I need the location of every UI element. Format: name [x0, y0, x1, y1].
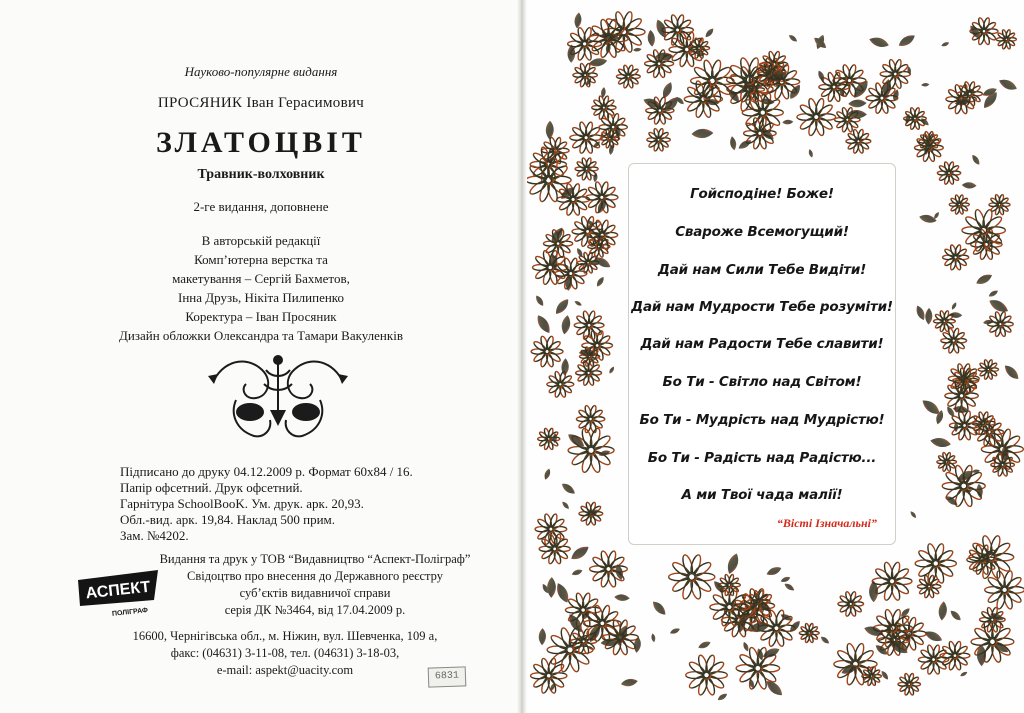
credits-line: Коректура – Іван Просяник: [185, 309, 337, 324]
birds-ornament-icon: [206, 350, 350, 442]
leaf-icon: [546, 121, 554, 140]
leaf-icon: [561, 500, 571, 510]
credits-line: В авторській редакції: [201, 233, 321, 248]
leaf-icon: [669, 627, 681, 635]
publisher-line: Свідоцтво про внесення до Державного реєстру: [186, 569, 444, 583]
leaf-icon: [962, 182, 977, 189]
leaf-icon: [988, 289, 999, 298]
daisy-flower-icon: [570, 121, 603, 154]
credits-line: макетування – Сергій Бахметов,: [172, 271, 350, 286]
daisy-flower-icon: [531, 336, 563, 368]
daisy-flower-icon: [533, 250, 568, 285]
leaf-icon: [538, 628, 546, 645]
leaf-icon: [959, 671, 968, 678]
leaf-icon: [691, 128, 713, 138]
prayer-line: Дай нам Сили Тебе Видіти!: [657, 262, 867, 278]
daisy-flower-icon: [937, 161, 960, 184]
leaf-icon: [614, 594, 630, 602]
leaf-icon: [697, 640, 712, 651]
leaf-icon: [574, 300, 583, 307]
prayer-line: Свароже Всемогущий!: [675, 224, 849, 240]
print-info-line: Гарнітура SchoolBooK. Ум. друк. арк. 20,93.: [120, 496, 364, 511]
publisher-line: Видання та друк у ТОВ “Видавництво “Аспект-Поліграф”: [159, 552, 471, 566]
leaf-icon: [997, 77, 1018, 93]
leaf-icon: [949, 312, 963, 318]
daisy-flower-icon: [645, 49, 674, 78]
daisy-flower-icon: [573, 63, 597, 88]
leaf-icon: [595, 276, 605, 288]
prayer-line: Бо Ти - Світло над Світом!: [662, 374, 862, 390]
daisy-flower-icon: [949, 194, 969, 214]
publisher-line: серія ДК №3464, від 17.04.2009 р.: [224, 603, 406, 617]
leaf-icon: [1002, 363, 1021, 382]
daisy-flower-icon: [616, 65, 640, 89]
daisy-flower-icon: [941, 328, 967, 354]
daisy-flower-icon: [943, 244, 969, 270]
daisy-flower-icon: [797, 98, 836, 137]
address-line: 16600, Чернігівська обл., м. Ніжин, вул. Шевченка, 109 а,: [132, 629, 438, 643]
credits-line: Дизайн обложки Олександра та Тамари Вакуленків: [119, 328, 403, 343]
daisy-flower-icon: [940, 641, 970, 671]
credits-block: [0, 231, 522, 345]
leaf-icon: [780, 575, 791, 583]
leaf-icon: [704, 27, 715, 39]
leaf-icon: [941, 41, 950, 48]
leaf-icon: [938, 601, 948, 621]
leaf-icon: [930, 436, 952, 448]
daisy-flower-icon: [918, 644, 948, 674]
prayer-panel: [628, 163, 896, 545]
leaf-icon: [547, 577, 556, 598]
author-name: ПРОСЯНИК Іван Герасимович: [157, 95, 365, 111]
address-line: факс: (04631) 3-11-08, тел. (04631) 3-18-03,: [170, 646, 400, 660]
leaf-icon: [620, 677, 638, 687]
leaf-icon: [717, 692, 729, 702]
address-line: e-mail: aspekt@uacity.com: [216, 663, 354, 677]
leaf-icon: [534, 313, 553, 335]
publisher-line: суб’єктів видавничої справи: [239, 586, 391, 600]
leaf-icon: [560, 481, 577, 496]
leaf-icon: [976, 484, 984, 499]
leaf-icon: [788, 34, 799, 44]
leaf-icon: [737, 138, 753, 151]
daisy-flower-icon: [647, 128, 670, 151]
daisy-flower-icon: [846, 129, 871, 154]
leaf-icon: [897, 32, 917, 49]
leaf-icon: [904, 113, 911, 124]
print-info-block: [120, 464, 413, 544]
daisy-flower-icon: [915, 543, 956, 584]
leaf-icon: [543, 468, 552, 481]
leaf-icon: [633, 636, 641, 653]
daisy-flower-icon: [669, 554, 715, 600]
daisy-flower-icon: [872, 561, 912, 601]
print-info-line: Підписано до друку 04.12.2009 р. Формат 60x84 / 16.: [120, 464, 413, 479]
library-stamp: 6831: [428, 666, 467, 687]
leaf-icon: [765, 565, 782, 578]
daisy-flower-icon: [937, 452, 957, 472]
daisy-flower-icon: [996, 29, 1016, 49]
daisy-flower-icon: [799, 623, 819, 643]
daisy-flower-icon: [862, 666, 882, 686]
leaf-icon: [848, 99, 867, 108]
prayer-line: Бо Ти - Радість над Радістю...: [647, 450, 877, 466]
leaf-icon: [921, 83, 930, 87]
leaf-icon: [874, 643, 890, 657]
credits-line: Комп’ютерна верстка та: [194, 252, 328, 267]
print-info-line: Папір офсетний. Друк офсетний.: [120, 480, 303, 495]
leaf-icon: [571, 568, 583, 577]
daisy-flower-icon: [985, 570, 1024, 610]
book-title: ЗЛАТОЦВІТ: [156, 126, 366, 159]
leaf-icon: [593, 172, 598, 182]
daisy-flower-icon: [547, 627, 593, 673]
prayer-line: Дай нам Мудрости Тебе розуміти!: [631, 299, 893, 315]
edition-note: 2-ге видання, доповнене: [193, 199, 329, 214]
leaf-icon: [633, 47, 642, 52]
print-info-line: Зам. №4202.: [120, 528, 189, 543]
series-label: Науково-популярне видання: [184, 64, 338, 79]
prayer-line: Гойсподіне! Боже!: [690, 186, 834, 202]
daisy-flower-icon: [838, 591, 864, 617]
daisy-flower-icon: [568, 427, 614, 473]
daisy-flower-icon: [662, 14, 694, 46]
leaf-icon: [608, 366, 615, 375]
leaf-icon: [569, 543, 591, 562]
daisy-flower-icon: [988, 311, 1014, 337]
leaf-icon: [909, 510, 917, 519]
leaf-icon: [651, 633, 656, 643]
logo-sub-text: ПОЛІГРАФ: [111, 607, 149, 618]
leaf-icon: [949, 609, 963, 623]
prayer-line: Дай нам Радости Тебе славити!: [640, 336, 884, 352]
leaf-icon: [782, 119, 793, 124]
leaf-icon: [647, 29, 656, 47]
leaf-icon: [560, 314, 571, 335]
leaf-icon: [553, 297, 571, 317]
print-info-line: Обл.-вид. арк. 19,84. Наклад 500 прим.: [120, 512, 336, 527]
leaf-icon: [970, 153, 981, 166]
leaf-icon: [868, 35, 890, 49]
prayer-line: А ми Твої чада малії!: [681, 487, 843, 503]
daisy-flower-icon: [547, 371, 574, 398]
daisy-flower-icon: [978, 359, 998, 379]
leaf-icon: [725, 552, 741, 576]
leaf-icon: [925, 308, 932, 325]
address-block: [115, 628, 455, 679]
daisy-flower-icon: [686, 654, 728, 696]
leaf-icon: [783, 582, 795, 592]
leaf-icon: [742, 641, 750, 652]
book-subtitle: Травник-волховник: [197, 167, 325, 182]
publisher-block: [155, 551, 475, 619]
leaf-icon: [808, 149, 814, 159]
daisy-flower-icon: [576, 405, 604, 433]
credits-line: Інна Друзь, Нікіта Пилипенко: [178, 290, 344, 305]
quote-source: “Вісті Ізначальні”: [776, 516, 877, 530]
aspekt-poligraf-logo: [74, 566, 162, 618]
leaf-icon: [729, 136, 737, 151]
leaf-icon: [764, 678, 785, 698]
leaf-icon: [914, 304, 927, 321]
daisy-flower-icon: [574, 310, 604, 340]
prayer-line: Бо Ти - Мудрість над Мудрістю!: [639, 412, 885, 428]
leaf-icon: [820, 635, 831, 645]
logo-main-text: АСПЕКТ: [84, 578, 152, 603]
leaf-icon: [654, 18, 669, 39]
daisy-flower-icon: [898, 673, 921, 696]
leaf-icon: [534, 294, 545, 307]
leaf-icon: [574, 12, 583, 29]
leaf-icon: [951, 301, 958, 310]
leaf-icon: [650, 599, 668, 617]
leaf-icon: [975, 272, 994, 287]
leaf-icon: [923, 629, 944, 644]
